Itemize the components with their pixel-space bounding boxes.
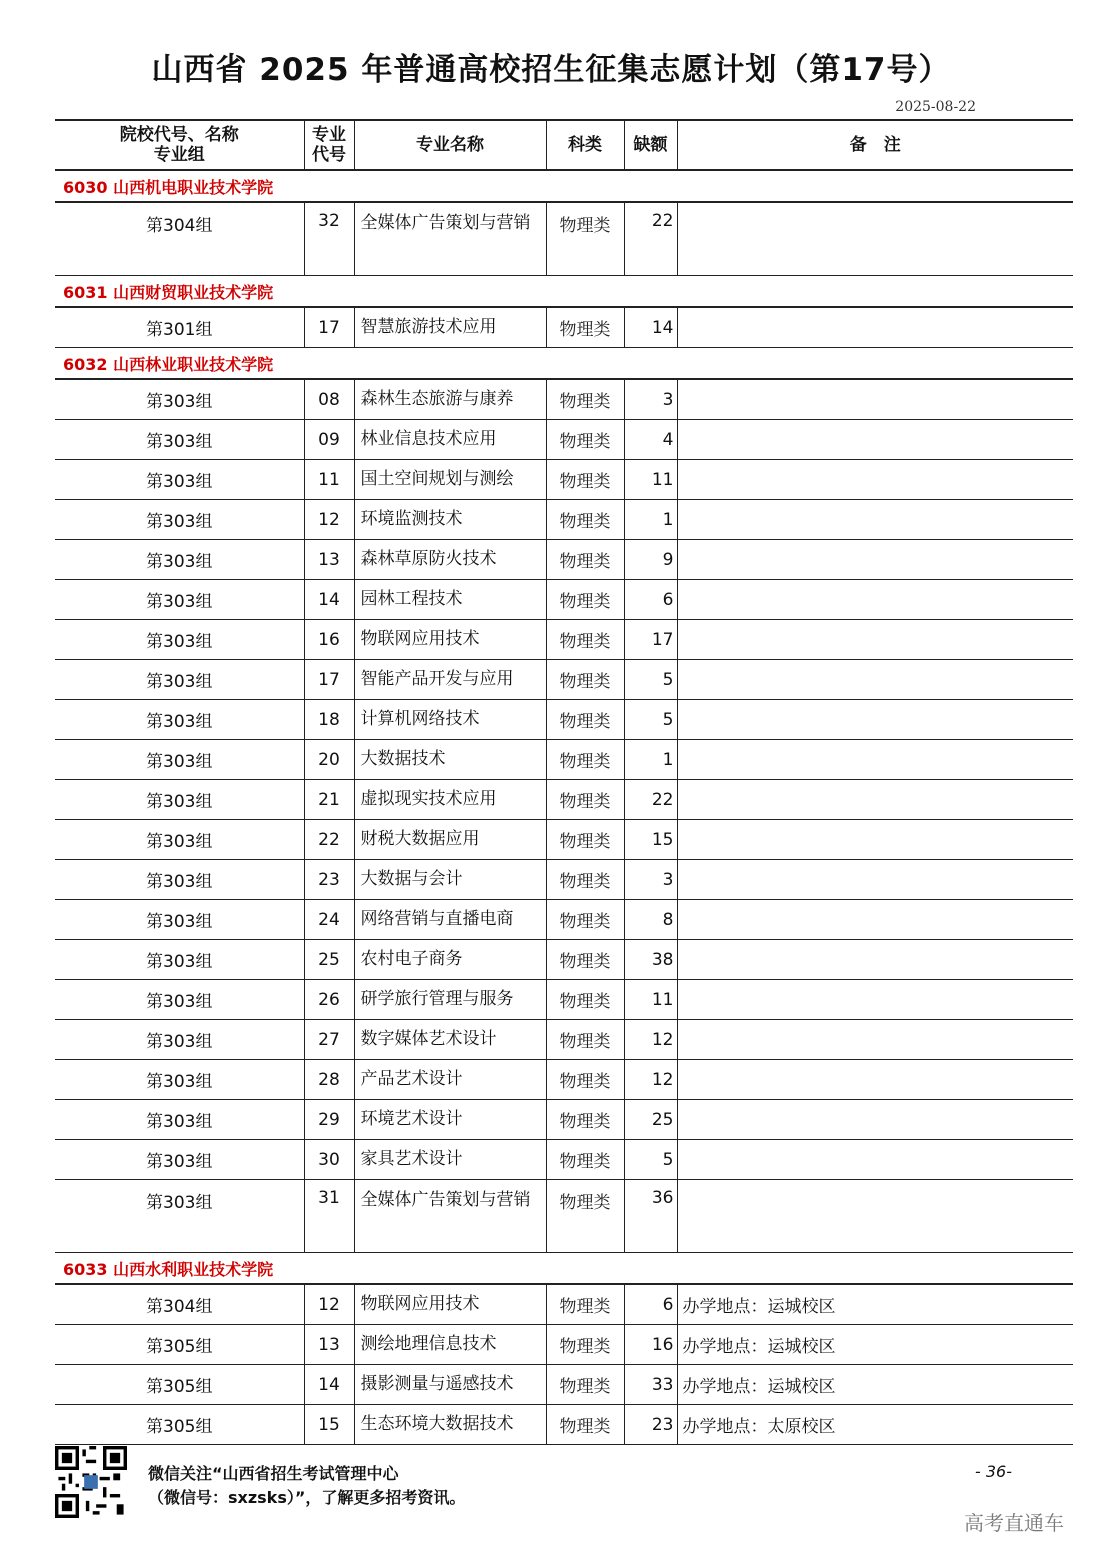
cell-quota: 1: [624, 500, 677, 540]
cell-group: 第303组: [55, 420, 304, 460]
cell-quota: 33: [624, 1365, 677, 1405]
cell-quota: 25: [624, 1100, 677, 1140]
table-body: [55, 170, 1073, 1445]
cell-quota: 23: [624, 1405, 677, 1445]
cell-category: 物理类: [546, 307, 624, 348]
cell-quota: 16: [624, 1325, 677, 1365]
cell-group: 第303组: [55, 980, 304, 1020]
table-row: [55, 1284, 1073, 1325]
cell-name: 国土空间规划与测绘: [354, 460, 546, 500]
cell-group: 第303组: [55, 1020, 304, 1060]
cell-group: 第303组: [55, 660, 304, 700]
cell-group: 第303组: [55, 540, 304, 580]
table-row: [55, 500, 1073, 540]
table-row: [55, 980, 1073, 1020]
cell-name: 网络营销与直播电商: [354, 900, 546, 940]
cell-group: 第305组: [55, 1365, 304, 1405]
cell-name: 园林工程技术: [354, 580, 546, 620]
cell-name: 环境艺术设计: [354, 1100, 546, 1140]
table-row: [55, 580, 1073, 620]
cell-group: 第303组: [55, 780, 304, 820]
cell-code: 27: [304, 1020, 354, 1060]
cell-code: 21: [304, 780, 354, 820]
cell-category: 物理类: [546, 540, 624, 580]
cell-code: 18: [304, 700, 354, 740]
cell-quota: 38: [624, 940, 677, 980]
cell-note: [677, 900, 1073, 940]
cell-group: 第303组: [55, 940, 304, 980]
cell-name: 财税大数据应用: [354, 820, 546, 860]
table-row: [55, 780, 1073, 820]
table-row: [55, 1180, 1073, 1253]
cell-quota: 6: [624, 1284, 677, 1325]
cell-category: 物理类: [546, 1180, 624, 1253]
cell-note: [677, 780, 1073, 820]
cell-note: [677, 820, 1073, 860]
cell-note: [677, 500, 1073, 540]
table-row: [55, 1060, 1073, 1100]
table-row: [55, 1140, 1073, 1180]
cell-name: 全媒体广告策划与营销: [354, 1180, 546, 1253]
cell-name: 家具艺术设计: [354, 1140, 546, 1180]
cell-group: 第305组: [55, 1405, 304, 1445]
cell-category: 物理类: [546, 780, 624, 820]
publish-date: 2025-08-22: [895, 99, 976, 115]
cell-code: 17: [304, 307, 354, 348]
header-quota: 缺额: [624, 120, 677, 170]
cell-group: 第303组: [55, 580, 304, 620]
cell-quota: 12: [624, 1020, 677, 1060]
cell-note: [677, 460, 1073, 500]
college-label: 6031 山西财贸职业技术学院: [55, 276, 1073, 308]
cell-note: [677, 540, 1073, 580]
cell-quota: 22: [624, 780, 677, 820]
cell-category: 物理类: [546, 1100, 624, 1140]
cell-group: 第304组: [55, 1284, 304, 1325]
cell-group: 第303组: [55, 740, 304, 780]
college-label: 6030 山西机电职业技术学院: [55, 170, 1073, 202]
cell-code: 16: [304, 620, 354, 660]
cell-group: 第303组: [55, 1180, 304, 1253]
cell-note: [677, 379, 1073, 420]
cell-category: 物理类: [546, 1365, 624, 1405]
cell-category: 物理类: [546, 980, 624, 1020]
cell-name: 农村电子商务: [354, 940, 546, 980]
table-row: [55, 379, 1073, 420]
table-header: [55, 120, 1073, 170]
table-row: [55, 740, 1073, 780]
table-row: [55, 820, 1073, 860]
page-title: 山西省 2025 年普通高校招生征集志愿计划（第17号）: [151, 52, 951, 88]
cell-group: 第303组: [55, 1100, 304, 1140]
cell-code: 23: [304, 860, 354, 900]
footer-line-2: （微信号：sxzsks）”，了解更多招考资讯。: [148, 1488, 466, 1507]
cell-note: [677, 860, 1073, 900]
college-row: [55, 276, 1073, 308]
cell-category: 物理类: [546, 940, 624, 980]
college-row: [55, 1253, 1073, 1285]
cell-note: [677, 660, 1073, 700]
cell-name: 物联网应用技术: [354, 620, 546, 660]
cell-quota: 17: [624, 620, 677, 660]
cell-category: 物理类: [546, 1060, 624, 1100]
cell-note: [677, 202, 1073, 276]
cell-group: 第303组: [55, 820, 304, 860]
cell-quota: 15: [624, 820, 677, 860]
cell-quota: 6: [624, 580, 677, 620]
table-row: [55, 540, 1073, 580]
cell-code: 13: [304, 540, 354, 580]
cell-name: 摄影测量与遥感技术: [354, 1365, 546, 1405]
cell-group: 第303组: [55, 620, 304, 660]
cell-note: 办学地点：运城校区: [677, 1284, 1073, 1325]
cell-code: 14: [304, 1365, 354, 1405]
cell-name: 森林草原防火技术: [354, 540, 546, 580]
cell-quota: 5: [624, 660, 677, 700]
watermark: 高考直通车: [964, 1511, 1064, 1535]
table-row: [55, 700, 1073, 740]
cell-quota: 5: [624, 700, 677, 740]
wechat-qr-code: [55, 1446, 127, 1518]
admission-plan-table: [55, 119, 1073, 1445]
college-row: [55, 348, 1073, 380]
cell-code: 31: [304, 1180, 354, 1253]
cell-note: [677, 420, 1073, 460]
cell-name: 森林生态旅游与康养: [354, 379, 546, 420]
cell-code: 29: [304, 1100, 354, 1140]
cell-name: 林业信息技术应用: [354, 420, 546, 460]
cell-note: [677, 1020, 1073, 1060]
cell-quota: 8: [624, 900, 677, 940]
cell-quota: 5: [624, 1140, 677, 1180]
cell-category: 物理类: [546, 620, 624, 660]
cell-group: 第303组: [55, 460, 304, 500]
cell-category: 物理类: [546, 202, 624, 276]
cell-note: [677, 580, 1073, 620]
cell-note: 办学地点：太原校区: [677, 1405, 1073, 1445]
cell-note: [677, 700, 1073, 740]
cell-category: 物理类: [546, 1405, 624, 1445]
cell-note: [677, 1180, 1073, 1253]
cell-group: 第303组: [55, 500, 304, 540]
cell-quota: 12: [624, 1060, 677, 1100]
cell-category: 物理类: [546, 860, 624, 900]
table-row: [55, 420, 1073, 460]
cell-quota: 3: [624, 860, 677, 900]
table-row: [55, 1020, 1073, 1060]
cell-code: 24: [304, 900, 354, 940]
cell-group: 第303组: [55, 700, 304, 740]
header-category: 科类: [546, 120, 624, 170]
table-row: [55, 460, 1073, 500]
cell-name: 计算机网络技术: [354, 700, 546, 740]
cell-quota: 1: [624, 740, 677, 780]
table-row: [55, 1405, 1073, 1445]
table-row: [55, 1100, 1073, 1140]
table-row: [55, 940, 1073, 980]
header-code: 专业 代号: [304, 120, 354, 170]
cell-category: 物理类: [546, 1020, 624, 1060]
cell-note: [677, 1140, 1073, 1180]
cell-category: 物理类: [546, 580, 624, 620]
cell-note: [677, 1060, 1073, 1100]
cell-name: 环境监测技术: [354, 500, 546, 540]
cell-group: 第305组: [55, 1325, 304, 1365]
cell-group: 第303组: [55, 860, 304, 900]
cell-category: 物理类: [546, 700, 624, 740]
cell-category: 物理类: [546, 460, 624, 500]
cell-category: 物理类: [546, 660, 624, 700]
cell-code: 20: [304, 740, 354, 780]
cell-code: 09: [304, 420, 354, 460]
cell-quota: 4: [624, 420, 677, 460]
college-label: 6032 山西林业职业技术学院: [55, 348, 1073, 380]
cell-note: 办学地点：运城校区: [677, 1325, 1073, 1365]
cell-code: 12: [304, 1284, 354, 1325]
cell-name: 研学旅行管理与服务: [354, 980, 546, 1020]
cell-note: [677, 307, 1073, 348]
cell-category: 物理类: [546, 379, 624, 420]
cell-quota: 14: [624, 307, 677, 348]
cell-group: 第303组: [55, 379, 304, 420]
cell-code: 13: [304, 1325, 354, 1365]
cell-name: 虚拟现实技术应用: [354, 780, 546, 820]
cell-quota: 36: [624, 1180, 677, 1253]
page-number: - 36-: [975, 1462, 1012, 1481]
cell-group: 第303组: [55, 900, 304, 940]
cell-name: 产品艺术设计: [354, 1060, 546, 1100]
cell-category: 物理类: [546, 900, 624, 940]
cell-category: 物理类: [546, 1284, 624, 1325]
table-row: [55, 1365, 1073, 1405]
cell-note: [677, 1100, 1073, 1140]
cell-code: 26: [304, 980, 354, 1020]
table-row: [55, 900, 1073, 940]
cell-category: 物理类: [546, 1140, 624, 1180]
cell-quota: 9: [624, 540, 677, 580]
cell-code: 17: [304, 660, 354, 700]
cell-name: 生态环境大数据技术: [354, 1405, 546, 1445]
cell-group: 第303组: [55, 1140, 304, 1180]
cell-code: 12: [304, 500, 354, 540]
cell-name: 大数据技术: [354, 740, 546, 780]
cell-code: 08: [304, 379, 354, 420]
table-row: [55, 660, 1073, 700]
college-row: [55, 170, 1073, 202]
cell-code: 15: [304, 1405, 354, 1445]
cell-category: 物理类: [546, 420, 624, 460]
cell-note: [677, 940, 1073, 980]
cell-name: 大数据与会计: [354, 860, 546, 900]
cell-name: 智慧旅游技术应用: [354, 307, 546, 348]
header-note: 备 注: [677, 120, 1073, 170]
cell-quota: 22: [624, 202, 677, 276]
cell-code: 22: [304, 820, 354, 860]
cell-category: 物理类: [546, 820, 624, 860]
table-row: [55, 307, 1073, 348]
header-name: 专业名称: [354, 120, 546, 170]
cell-category: 物理类: [546, 500, 624, 540]
table-row: [55, 620, 1073, 660]
cell-name: 智能产品开发与应用: [354, 660, 546, 700]
cell-code: 30: [304, 1140, 354, 1180]
header-group: 院校代号、名称 专业组: [55, 120, 304, 170]
cell-note: [677, 980, 1073, 1020]
cell-note: 办学地点：运城校区: [677, 1365, 1073, 1405]
cell-quota: 11: [624, 980, 677, 1020]
cell-group: 第301组: [55, 307, 304, 348]
table-row: [55, 1325, 1073, 1365]
table-row: [55, 860, 1073, 900]
cell-category: 物理类: [546, 1325, 624, 1365]
footer-line-1: 微信关注“山西省招生考试管理中心: [148, 1464, 399, 1483]
table-row: [55, 202, 1073, 276]
cell-name: 测绘地理信息技术: [354, 1325, 546, 1365]
cell-code: 11: [304, 460, 354, 500]
cell-note: [677, 740, 1073, 780]
cell-quota: 3: [624, 379, 677, 420]
cell-category: 物理类: [546, 740, 624, 780]
cell-quota: 11: [624, 460, 677, 500]
cell-note: [677, 620, 1073, 660]
footer-notice: [148, 1462, 465, 1510]
cell-group: 第303组: [55, 1060, 304, 1100]
cell-group: 第304组: [55, 202, 304, 276]
cell-code: 32: [304, 202, 354, 276]
college-label: 6033 山西水利职业技术学院: [55, 1253, 1073, 1285]
cell-name: 全媒体广告策划与营销: [354, 202, 546, 276]
cell-code: 28: [304, 1060, 354, 1100]
cell-code: 14: [304, 580, 354, 620]
cell-name: 物联网应用技术: [354, 1284, 546, 1325]
cell-name: 数字媒体艺术设计: [354, 1020, 546, 1060]
cell-code: 25: [304, 940, 354, 980]
